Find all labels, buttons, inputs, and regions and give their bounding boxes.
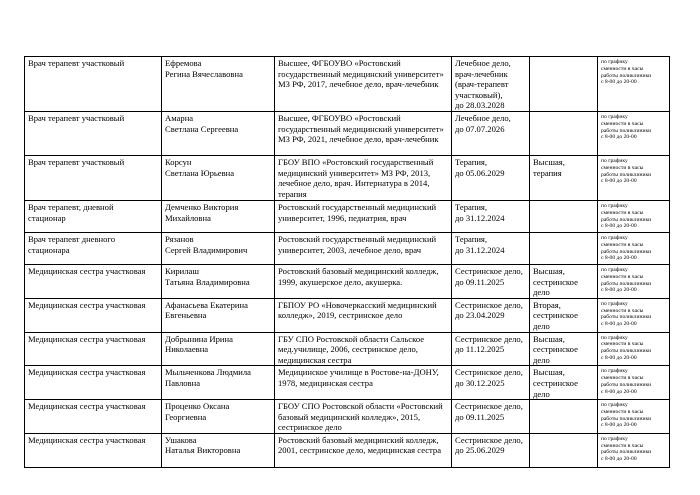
category-cell (530, 232, 598, 264)
table-row (25, 155, 670, 200)
certificate-cell: Сестринское дело, до 09.11.2025 (452, 264, 530, 298)
table-row (25, 332, 670, 366)
certificate-cell: Терапия, до 05.06.2029 (452, 155, 530, 200)
category-cell: Вторая, сестринское дело (530, 298, 598, 332)
certificate-cell: Лечебное дело, врач-лечебник (врач-терапевт участковый), до 28.03.2028 (452, 57, 530, 112)
table-row (25, 366, 670, 400)
education-cell: ГБПОУ РО «Новочеркасский медицинский колледж», 2019, сестринское дело (275, 298, 452, 332)
position-cell: Врач терапевт, дневной стационар (25, 200, 162, 232)
name-cell: Амарна Светлана Сергеевна (162, 111, 275, 155)
name-cell: Добрынина Ирина Николаевна (162, 332, 275, 366)
position-cell: Медицинская сестра участковая (25, 264, 162, 298)
staff-table (24, 56, 670, 468)
table-row (25, 232, 670, 264)
staff-table-body (25, 57, 670, 468)
schedule-cell: по графику сменности в часы работы поликлиники с 8-00 до 20-00 (598, 57, 670, 112)
name-cell: Демченко Виктория Михайловна (162, 200, 275, 232)
certificate-cell: Сестринское дело, до 23.04.2029 (452, 298, 530, 332)
name-cell: Мыльченкова Людмила Павловна (162, 366, 275, 400)
schedule-cell: по графику сменности в часы работы поликлиники с 8-00 до 20-00 (598, 366, 670, 400)
schedule-cell: по графику сменности в часы работы поликлиники с 8-00 до 20-00 (598, 298, 670, 332)
schedule-cell: по графику сменности в часы работы поликлиники с 8-00 до 20-00 (598, 332, 670, 366)
table-row (25, 200, 670, 232)
position-cell: Медицинская сестра участковая (25, 298, 162, 332)
certificate-cell: Сестринское дело, до 25.06.2029 (452, 433, 530, 467)
category-cell (530, 400, 598, 434)
certificate-cell: Сестринское дело, до 11.12.2025 (452, 332, 530, 366)
table-row (25, 57, 670, 112)
education-cell: ГБОУ СПО Ростовской области «Ростовский базовый медицинский колледж», 2015, сестринское дело (275, 400, 452, 434)
schedule-cell: по графику сменности в часы работы поликлиники с 8-00 до 20-00 (598, 400, 670, 434)
certificate-cell: Сестринское дело, до 09.11.2025 (452, 400, 530, 434)
certificate-cell: Терапия, до 31.12.2024 (452, 200, 530, 232)
category-cell (530, 433, 598, 467)
education-cell: Ростовский базовый медицинский колледж, 2001, сестринское дело, медицинская сестра (275, 433, 452, 467)
table-row (25, 111, 670, 155)
position-cell: Медицинская сестра участковая (25, 400, 162, 434)
education-cell: ГБОУ ВПО «Ростовский государственный медицинский университет» МЗ РФ, 2013, лечебное дело, врач. Интернатура в 2014, терапия (275, 155, 452, 200)
table-row (25, 264, 670, 298)
position-cell: Медицинская сестра участковая (25, 332, 162, 366)
position-cell: Врач терапевт участковый (25, 155, 162, 200)
position-cell: Медицинская сестра участковая (25, 433, 162, 467)
category-cell: Высшая, сестринское дело (530, 366, 598, 400)
name-cell: Ефремова Регина Вячеславовна (162, 57, 275, 112)
name-cell: Корсун Светлана Юрьевна (162, 155, 275, 200)
table-row (25, 433, 670, 467)
name-cell: Кирилаш Татьяна Владимировна (162, 264, 275, 298)
position-cell: Врач терапевт участковый (25, 111, 162, 155)
certificate-cell: Сестринское дело, до 30.12.2025 (452, 366, 530, 400)
certificate-cell: Лечебное дело, до 07.07.2026 (452, 111, 530, 155)
certificate-cell: Терапия, до 31.12.2024 (452, 232, 530, 264)
education-cell: Ростовский государственный медицинский университет, 2003, лечебное дело, врач (275, 232, 452, 264)
name-cell: Ушакова Наталья Викторовна (162, 433, 275, 467)
education-cell: Ростовский государственный медицинский университет, 1996, педиатрия, врач (275, 200, 452, 232)
education-cell: Ростовский базовый медицинский колледж, 1999, акушерское дело, акушерка. (275, 264, 452, 298)
table-row (25, 298, 670, 332)
category-cell (530, 111, 598, 155)
education-cell: Медицинское училище в Ростове-на-ДОНУ, 1978, медицинская сестра (275, 366, 452, 400)
name-cell: Афанасьева Екатерина Евгеньевна (162, 298, 275, 332)
schedule-cell: по графику сменности в часы работы поликлиники с 8-00 до 20-00 (598, 232, 670, 264)
table-row (25, 400, 670, 434)
position-cell: Врач терапевт участковый (25, 57, 162, 112)
category-cell: Высшая, сестринское дело (530, 332, 598, 366)
education-cell: Высшее, ФГБОУВО «Ростовский государственный медицинский университет» МЗ РФ, 2017, лечебное дело, врач-лечебник (275, 57, 452, 112)
schedule-cell: по графику сменности в часы работы поликлиники с 8-00 до 20-00 (598, 200, 670, 232)
position-cell: Медицинская сестра участковая (25, 366, 162, 400)
schedule-cell: по графику сменности в часы работы поликлиники с 8-00 до 20-00 (598, 433, 670, 467)
category-cell (530, 57, 598, 112)
position-cell: Врач терапевт дневного стационара (25, 232, 162, 264)
category-cell (530, 200, 598, 232)
education-cell: ГБУ СПО Ростовской области Сальское мед.училище, 2006, сестринское дело, медицинская сестра (275, 332, 452, 366)
schedule-cell: по графику сменности в часы работы поликлиники с 8-00 до 20-00 (598, 111, 670, 155)
category-cell: Высшая, сестринское дело (530, 264, 598, 298)
schedule-cell: по графику сменности в часы работы поликлиники с 8-00 до 20-00 (598, 264, 670, 298)
name-cell: Рязанов Сергей Владимирович (162, 232, 275, 264)
schedule-cell: по графику сменности в часы работы поликлиники с 8-00 до 20-00 (598, 155, 670, 200)
category-cell: Высшая, терапия (530, 155, 598, 200)
education-cell: Высшее, ФГБОУВО «Ростовский государственный медицинский университет» МЗ РФ, 2021, лечебное дело, врач-лечебник (275, 111, 452, 155)
name-cell: Проценко Оксана Георгиевна (162, 400, 275, 434)
